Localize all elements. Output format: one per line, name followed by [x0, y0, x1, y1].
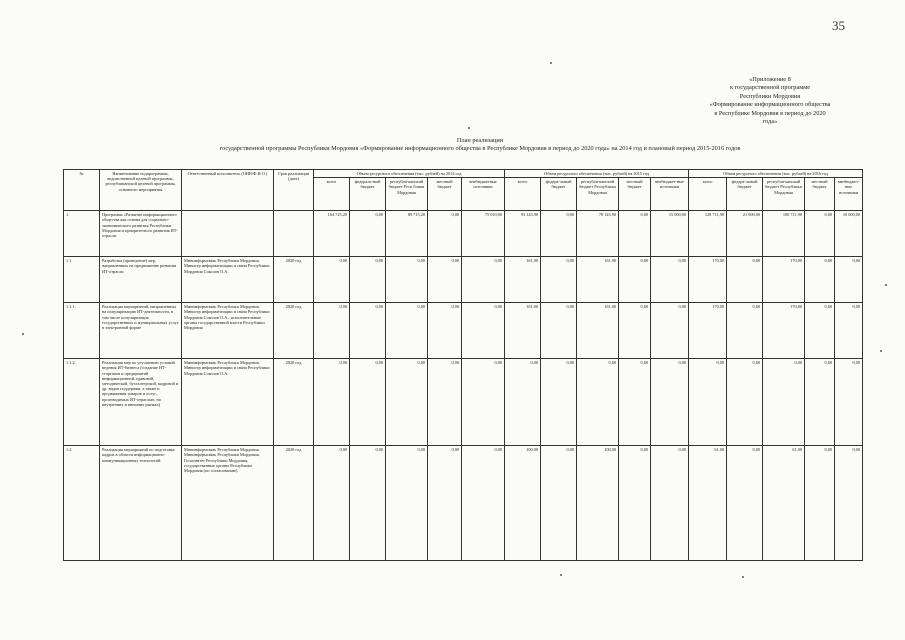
page-number: 35: [832, 18, 845, 33]
sub-header-2014: внебюджетные источники: [462, 178, 505, 211]
row-value: 15 000,00: [651, 211, 689, 257]
row-value: 0,00: [619, 211, 651, 257]
row-number: 1.1.2.: [64, 359, 100, 446]
title-line-1: План реализации: [456, 137, 504, 144]
col-group-2015: Объем ресурсного обеспечения (тыс. рублей) на 2015 год: [505, 170, 689, 178]
row-value: 0,00: [462, 257, 505, 303]
row-value: 93 143,90: [505, 211, 541, 257]
sub-header-2016: всего: [689, 178, 727, 211]
row-value: 0,00: [541, 446, 577, 561]
row-value: 75 010,00: [462, 211, 505, 257]
row-value: 0,00: [386, 359, 428, 446]
row-value: 0,00: [835, 446, 863, 561]
row-value: 89 715,20: [386, 211, 428, 257]
row-value: 0,00: [651, 446, 689, 561]
table-row: [64, 446, 863, 561]
row-value: 0,00: [689, 359, 727, 446]
row-value: 0,00: [428, 359, 462, 446]
row-value: 100,00: [505, 446, 541, 561]
plan-table: [63, 169, 863, 561]
row-value: 0,00: [835, 257, 863, 303]
row-value: 0,00: [541, 257, 577, 303]
row-value: 61,00: [763, 446, 805, 561]
row-value: 0,00: [428, 446, 462, 561]
title-line-2: государственной программы Республики Мордовия «Формирование информационного общества в Республике Мордовия в период до 2020 года» на 2014 год и плановый период 2015-2016 годов: [219, 145, 741, 152]
row-value: 161,00: [505, 303, 541, 359]
row-value: 0,00: [651, 359, 689, 446]
scan-speck: [550, 62, 552, 64]
row-value: 100 711,90: [763, 211, 805, 257]
row-value: 0,00: [805, 303, 835, 359]
row-executor: Мининформсвязь Республики Мордовия, Министр информатизации и связи Республики Мордовия Соколов О.А.: [182, 359, 274, 446]
row-number: 1.2.: [64, 446, 100, 561]
row-value: 0,00: [541, 211, 577, 257]
scan-speck: [885, 284, 887, 286]
sub-header-2016: местный бюджет: [805, 178, 835, 211]
col-header-deadline: Срок реализации (дата): [274, 170, 314, 211]
row-value: 0,00: [350, 359, 386, 446]
row-value: 164 725,20: [314, 211, 350, 257]
appendix-line: к государственной программе: [729, 84, 811, 92]
col-group-2014: Объем ресурсного обеспечения (тыс. рублей) на 2014 год: [314, 170, 505, 178]
row-value: 0,00: [805, 257, 835, 303]
row-value: 10 000,00: [835, 211, 863, 257]
row-value: 0,00: [386, 446, 428, 561]
table-row: [64, 257, 863, 303]
row-value: 21 000,00: [727, 211, 763, 257]
appendix-line: «Формирование информационного общества: [709, 101, 831, 109]
row-number: 1.1.1.: [64, 303, 100, 359]
sub-header-2016: республи-канский бюджет Республики Мордовия: [763, 178, 805, 211]
sub-header-2016: федера-льный бюджет: [727, 178, 763, 211]
row-value: 0,00: [314, 446, 350, 561]
sub-header-2014: всего: [314, 178, 350, 211]
sub-header-2014: республи-канский бюджет Респ.блики Мордовия: [386, 178, 428, 211]
row-deadline: 2020 год: [274, 303, 314, 359]
row-value: 0,00: [727, 359, 763, 446]
scan-speck: [742, 576, 744, 578]
row-value: 0,00: [619, 359, 651, 446]
table-row: [64, 303, 863, 359]
row-value: 100,00: [577, 446, 619, 561]
row-value: 170,00: [689, 257, 727, 303]
row-value: 0,00: [805, 446, 835, 561]
row-value: 0,00: [727, 303, 763, 359]
row-value: 0,00: [727, 446, 763, 561]
row-value: 0,00: [462, 359, 505, 446]
row-number: 1.1.: [64, 257, 100, 303]
row-value: 0,00: [350, 257, 386, 303]
col-header-executor: Ответственный исполнитель (ОИВ/Ф.И.О.): [182, 170, 274, 211]
row-value: 0,00: [763, 359, 805, 446]
row-value: 0,00: [619, 303, 651, 359]
sub-header-2015: республи-канский бюджет Республики Мордовия: [577, 178, 619, 211]
col-header-num: №: [64, 170, 100, 211]
row-value: 0,00: [651, 257, 689, 303]
row-value: 0,00: [314, 359, 350, 446]
row-executor: [182, 211, 274, 257]
row-deadline: 2020 год: [274, 359, 314, 446]
row-value: 0,00: [462, 446, 505, 561]
scan-speck: [560, 574, 562, 576]
row-name: Разработка (проведение) мер, направленных на продвижение развития ИТ-отрасли: [100, 257, 182, 303]
row-value: 161,00: [577, 303, 619, 359]
sub-header-2014: местный бюджет: [428, 178, 462, 211]
row-value: 0,00: [541, 359, 577, 446]
row-value: 0,00: [314, 257, 350, 303]
row-executor: Мининформсвязь Республики Мордовия, Министр информатизации и связи Республики Мордовия Соколов О.А.: [182, 257, 274, 303]
row-value: 170,00: [763, 303, 805, 359]
row-value: 0,00: [505, 359, 541, 446]
row-value: 128 711,90: [689, 211, 727, 257]
appendix-header: [685, 76, 855, 126]
row-value: 0,00: [835, 359, 863, 446]
table-row: [64, 211, 863, 257]
appendix-line: года»: [762, 118, 778, 126]
sub-header-2014: федераль-ный бюджет: [350, 178, 386, 211]
sub-header-2015: всего: [505, 178, 541, 211]
row-value: 0,00: [835, 303, 863, 359]
row-value: 0,00: [314, 303, 350, 359]
row-value: 0,00: [386, 303, 428, 359]
scan-speck: [468, 127, 470, 129]
row-value: 0,00: [805, 211, 835, 257]
col-header-name: Наименование подпрограммы, ведомственной целевой программы, республиканской целевой программы, основного мероприятия: [100, 170, 182, 211]
row-value: 0,00: [619, 446, 651, 561]
scan-speck: [880, 350, 882, 352]
document-title: [120, 137, 840, 153]
appendix-line: в Республике Мордовия в период до 2020: [714, 109, 826, 117]
row-name: Реализация мер по улучшению условий ведения ИТ-бизнеса (создание ИТ-стартапов и предприятий информационной, правовой, методической, бухгалтерской, кадровой и др. видов поддержки, а также и продвижения товаров и услуг, производимых ИТ-отраслью, на внутренних и внешних рынках): [100, 359, 182, 446]
row-value: 0,00: [727, 257, 763, 303]
row-value: 161,90: [505, 257, 541, 303]
row-value: 0,00: [462, 303, 505, 359]
sub-header-2015: местный бюджет: [619, 178, 651, 211]
row-value: 0,00: [805, 359, 835, 446]
row-name: Реализация мероприятий по подготовке кадров в области информационно-коммуникационных технологий: [100, 446, 182, 561]
row-name: Программа «Развитие информационного общества как основа для социально-экономического развития Республики Мордовия и приоритетного развития ИТ-отрасли: [100, 211, 182, 257]
row-value: 161,90: [577, 257, 619, 303]
scan-speck: [22, 333, 24, 335]
table-row: [64, 359, 863, 446]
row-value: 78 143,90: [577, 211, 619, 257]
row-executor: Мининформсвязь Республики Мордовия, Министр информатизации и связи Республики Мордовия Соколов О.А.; исполнительные органы государственной власти Республики Мордовия: [182, 303, 274, 359]
sub-header-2015: федера-льный бюджет: [541, 178, 577, 211]
row-value: 0,00: [577, 359, 619, 446]
row-number: 1.: [64, 211, 100, 257]
row-deadline: [274, 211, 314, 257]
row-value: 0,00: [428, 257, 462, 303]
row-value: 0,00: [386, 257, 428, 303]
col-group-2016: Объем ресурсного обеспечения (тыс. рублей) на 2016 год: [689, 170, 863, 178]
row-value: 0,00: [350, 303, 386, 359]
appendix-line: «Приложение 8: [749, 76, 791, 83]
row-value: 0,00: [350, 446, 386, 561]
row-value: 0,00: [541, 303, 577, 359]
row-deadline: 2020 год: [274, 257, 314, 303]
appendix-line: Республики Мордовия: [739, 92, 801, 100]
row-value: 0,00: [350, 211, 386, 257]
row-value: 0,00: [428, 211, 462, 257]
sub-header-2015: внебюджет-ные источники: [651, 178, 689, 211]
row-deadline: 2020 год: [274, 446, 314, 561]
row-value: 0,00: [619, 257, 651, 303]
row-value: 61,00: [689, 446, 727, 561]
row-value: 0,00: [428, 303, 462, 359]
row-value: 0,00: [651, 303, 689, 359]
row-value: 170,00: [689, 303, 727, 359]
sub-header-2016: внебюджет-ные источники: [835, 178, 863, 211]
row-executor: Мининформсвязь Республики Мордовия, Мининформсвязь Республики Мордовия, Госкомитет Республики Мордовия, государственные органы Республики Мордовия (по согласованию): [182, 446, 274, 561]
row-value: 170,00: [763, 257, 805, 303]
table-header-row: [64, 170, 863, 178]
row-name: Реализация мероприятий, направленных на популяризацию ИТ-деятельности, в том числе популяризация государственных и муниципальных услуг в электронной форме: [100, 303, 182, 359]
